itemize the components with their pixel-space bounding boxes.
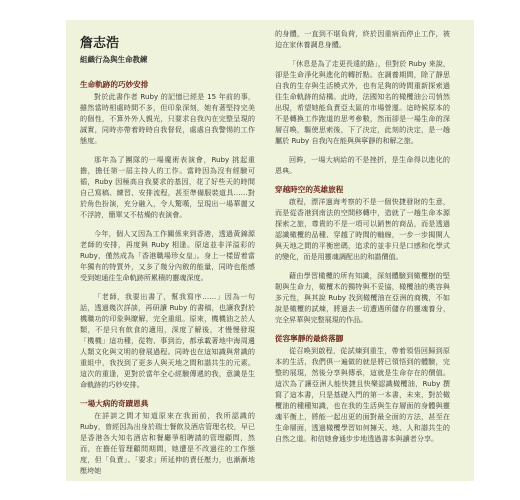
paragraph: 藉由學習橄欖的所有知識，深刻體驗到橄欖樹的堅韌與生命力，橄欖木的獨特與不妥協，橄欖油的奧容與多元性，與其說 Ruby 找到橄欖油在亞洲的商機，不如說是橄欖的試煉，將過去一切遭遇所儲存的靈魂養分，完全昇華與完整展現的作品。: [275, 271, 450, 324]
right-column: [275, 28, 450, 452]
paragraph: 在詳談之間才知道原來在我面前，我所認識的 Ruby，曾經因為出身於瑞士餐飲及酒店管理名校，早已是香港各大知名酒店和餐廳爭相聘請的管理顧問，然而，在擔任管理顧問期間，她遭是不改過往的工作態度，但「負責」、「要求」所延伸的責任壓力，也漸漸地壓垮她: [80, 411, 255, 475]
author-role: 組織行為與生命教練: [80, 55, 148, 64]
section-heading: 穿越時空的英雄旅程: [275, 185, 344, 194]
left-column: [80, 30, 255, 484]
paragraph: 「老師，我要出書了，幫我寫序……」因為一句話，透過幾次詳談，再研讀 Ruby 的書稿，也讓我對於機職功的印象與瞭解，完全重組。原來，機機油之於人類，不是只有飲食的適用，深度了解後，才慢慢發現「機機」這功種，從物、事到治，都承載著地中海周邊人類文化與文明的發展過程。同時也在這知識與常識的重組中，我找到了更多人與天地之間和諧共生的元素。這次的重逢，更對於當年全心經驗傳遞的我，意識是生命軌跡的巧妙安排。: [80, 292, 255, 389]
paragraph: 啟程，漂洋過海考察的不是一個快捷發財的生意，而是從香港到南法的空間移轉中，造就了一趟生命本源探索之旅，尊貴的不是一項可以銷售的商品，而是透過認識橄欖的品種、穿越了時間的軸線，一步一步揭開人與天地之間的平衡密碼，追求的並非只是口感和化學式的變化，而是用靈魂調配出的和諧價值。: [275, 197, 450, 261]
section-heading: 從容寧靜的最終落腳: [275, 334, 344, 343]
paragraph: 「休息是為了走更長遠的路」，但對於 Ruby 來說，卻是生命淨化與進化的轉折點。在調養期間，除了靜思自我的生存與生活模式外，也有足夠的時間重新探索過往生命軌跡的結構。此時，法國知名的橄欖油公司悄然出現，希望她能負責亞太區的市場營運。這時候原本的不是轉換工作跑道的思考參數，然而卻是一場生命的深層召喚，驅使思索後，下了決定，此刻的決定，是一趟屬於 Ruby 自我內在能與與寧靜的和解之旅。: [275, 59, 450, 145]
paragraph: 回眸，一場大病給的不是挫折，是生命得以進化的恩典。: [275, 155, 450, 175]
author-name: 詹志浩: [80, 36, 120, 51]
section-heading: 一場大病的奇蹟恩典: [80, 399, 149, 408]
section-heading: 生命軌跡的巧妙安排: [80, 80, 149, 89]
paragraph: 的身體，一直到不堪負荷，終於因重病而停止工作，被迫在家休養調息身體。: [275, 29, 450, 49]
paragraph: 今年，個人又因為工作關係來到香港，透過黃錦源老師的安排，再度與 Ruby 相逢。原這並非洋溢彩的 Ruby，僅然成為「香港職場珍女皇」。身上一樣留着當年獨有的特質外，又多了幾分內斂的能量，同時也能感受到她通往生命軌跡所累積的靈魂深度。: [80, 229, 255, 282]
paragraph: 對於此書作者 Ruby 的記憶已經是 15 年前的事，雖然當時相處時間不多，但印象深刻，她有著堅持完美的個性，不算外外人親光，只要求自我內在完整呈現的誠實，同時亦帶着時時自我督促，處處自我警惕的工作態度。: [80, 92, 255, 145]
paragraph: 那年為了團隊的一場魔術表演會，Ruby 挑起重擔，擔任第一屆主持人的工作。當時因為沒有經驗可循，Ruby 因極高自我要求的基因，花了好些天的時間自己寫稿、練習、安排流程，甚至準備服裝道具……對於角色扮演，充分融入，令人驚嘆，呈現出一場華麗又不浮誇，簡單又不枯燥的表演會。: [80, 155, 255, 219]
book-page: [66, 20, 474, 481]
paragraph: 從召喚到啟程，從試煉到重生，帶着領悟回歸到原本的生活，我們俱一遍做的就是將已領悟到的體驗，完整的展現，然後分享與傳承，這就是生命存在的價值。這次為了讓亞洲人能快捷且快樂認識橄欖油，Ruby 撰寫了這本書，只是基礎入門的第一本書，未來，對於橄欖油的種種知識，也在我的生活與生存層面的身體與靈魂平衡上，將能一起出更的面對最全面的方法，甚至在生命層面，透過橄欖學習如何擁天、地、人和諧共生的自然之道。和信她會通步步地透過書本與讀者分享。: [275, 346, 450, 443]
